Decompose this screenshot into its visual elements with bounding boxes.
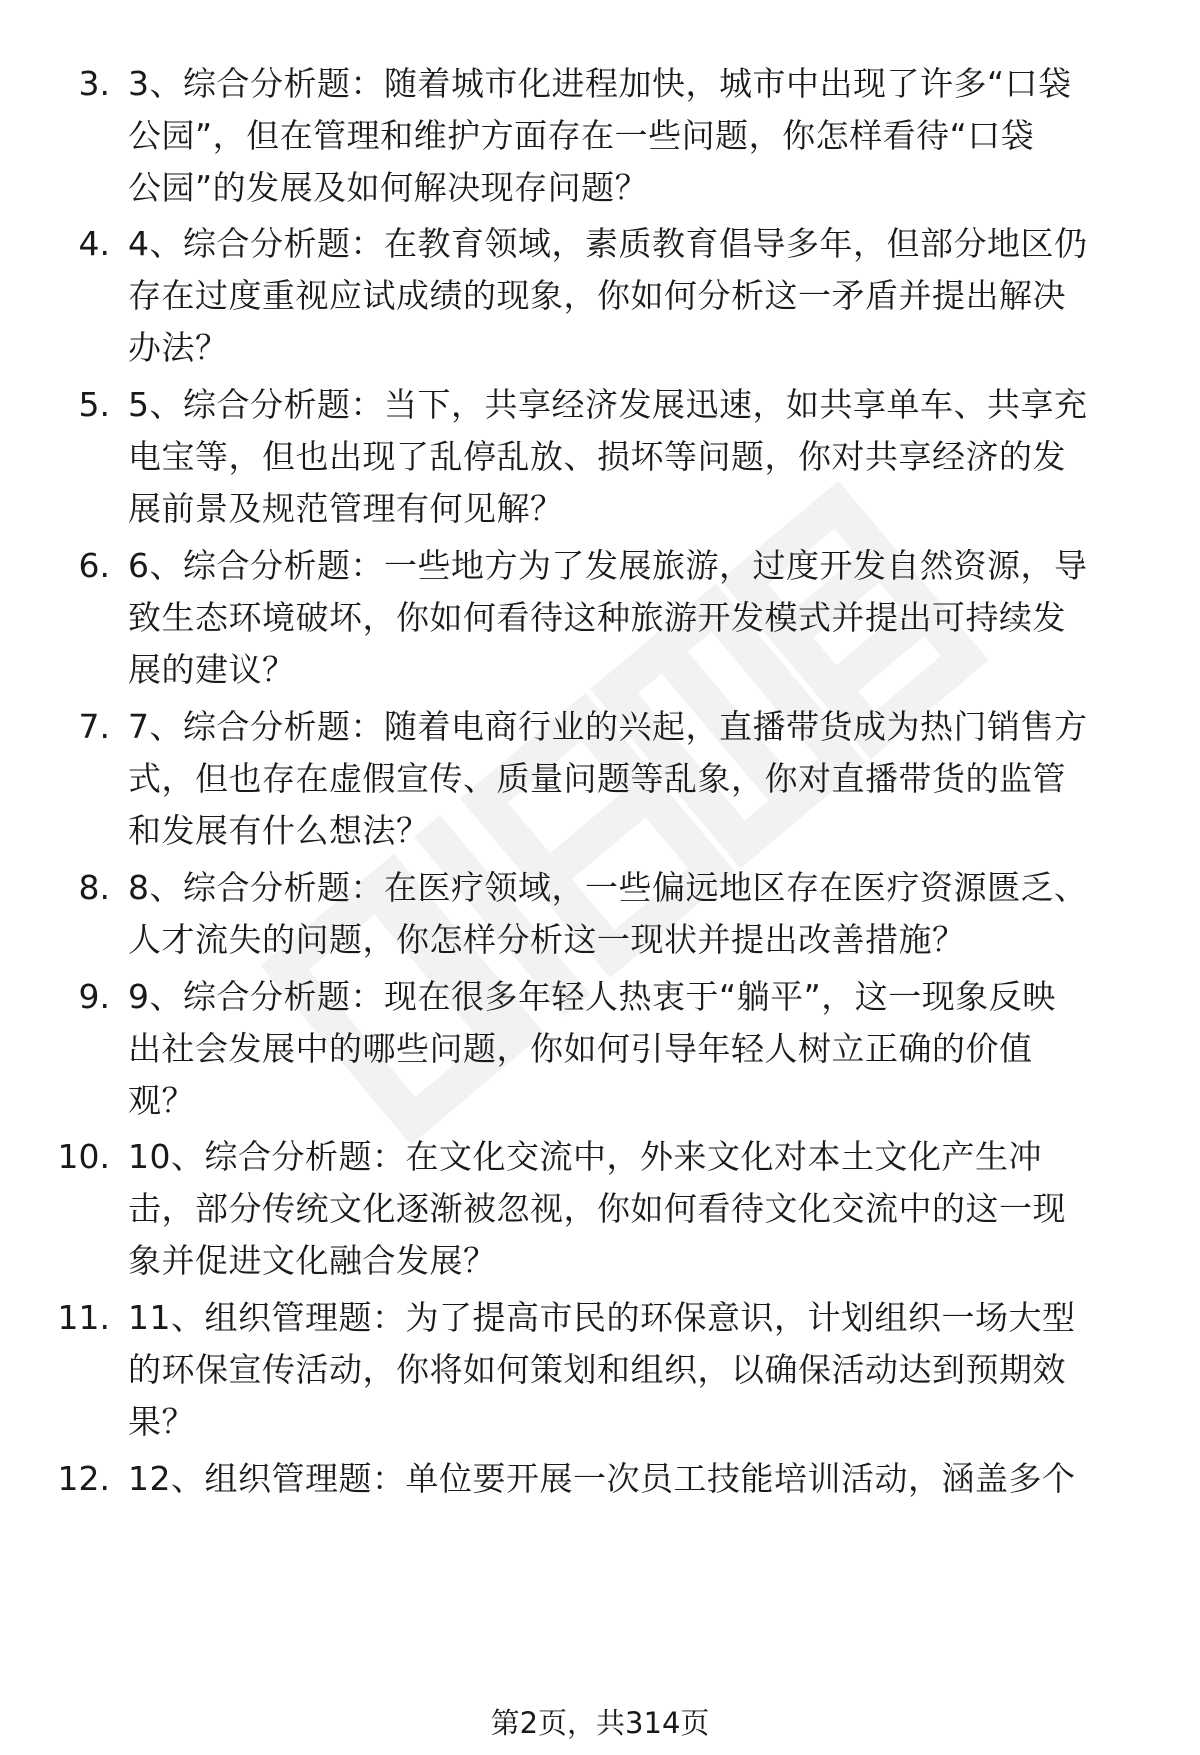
question-text: 10、综合分析题：在文化交流中，外来文化对本土文化产生冲 击，部分传统文化逐渐被忽视，你如何看待文化交流中的这一现 象并促进文化融合发展？ <box>128 1137 1066 1280</box>
question-text: 6、综合分析题：一些地方为了发展旅游，过度开发自然资源，导 致生态环境破坏，你如何看待这种旅游开发模式并提出可持续发 展的建议？ <box>128 546 1088 689</box>
question-number: 9. <box>78 977 110 1016</box>
question-number: 3. <box>78 64 110 103</box>
question-number: 12. <box>57 1459 110 1498</box>
question-number: 11. <box>57 1298 110 1337</box>
question-text: 11、组织管理题：为了提高市民的环保意识，计划组织一场大型 的环保宣传活动，你将如何策划和组织，以确保活动达到预期效 果？ <box>128 1298 1076 1441</box>
question-text: 7、综合分析题：随着电商行业的兴起，直播带货成为热门销售方 式，但也存在虚假宣传、质量问题等乱象，你对直播带货的监管 和发展有什么想法？ <box>128 707 1088 850</box>
page-footer: 第2页，共314页 <box>490 1706 710 1740</box>
question-number: 4. <box>78 224 110 263</box>
question-number: 10. <box>57 1137 110 1176</box>
question-text: 12、组织管理题：单位要开展一次员工技能培训活动，涵盖多个 <box>128 1459 1076 1498</box>
question-number: 7. <box>78 707 110 746</box>
question-number: 6. <box>78 546 110 585</box>
question-text: 9、综合分析题：现在很多年轻人热衷于“躺平”，这一现象反映 出社会发展中的哪些问题，你如何引导年轻人树立正确的价值 观？ <box>128 977 1056 1120</box>
question-number: 5. <box>78 385 110 424</box>
question-text: 8、综合分析题：在医疗领域，一些偏远地区存在医疗资源匮乏、 人才流失的问题，你怎样分析这一现状并提出改善措施？ <box>128 868 1088 959</box>
question-text: 5、综合分析题：当下，共享经济发展迅速，如共享单车、共享充 电宝等，但也出现了乱停乱放、损坏等问题，你对共享经济的发 展前景及规范管理有何见解？ <box>128 385 1088 528</box>
question-text: 3、综合分析题：随着城市化进程加快，城市中出现了许多“口袋 公园”，但在管理和维护方面存在一些问题，你怎样看待“口袋 公园”的发展及如何解决现存问题？ <box>128 64 1072 207</box>
question-number: 8. <box>78 868 110 907</box>
question-text: 4、综合分析题：在教育领域，素质教育倡导多年，但部分地区仍 存在过度重视应试成绩的现象，你如何分析这一矛盾并提出解决 办法？ <box>128 224 1088 367</box>
